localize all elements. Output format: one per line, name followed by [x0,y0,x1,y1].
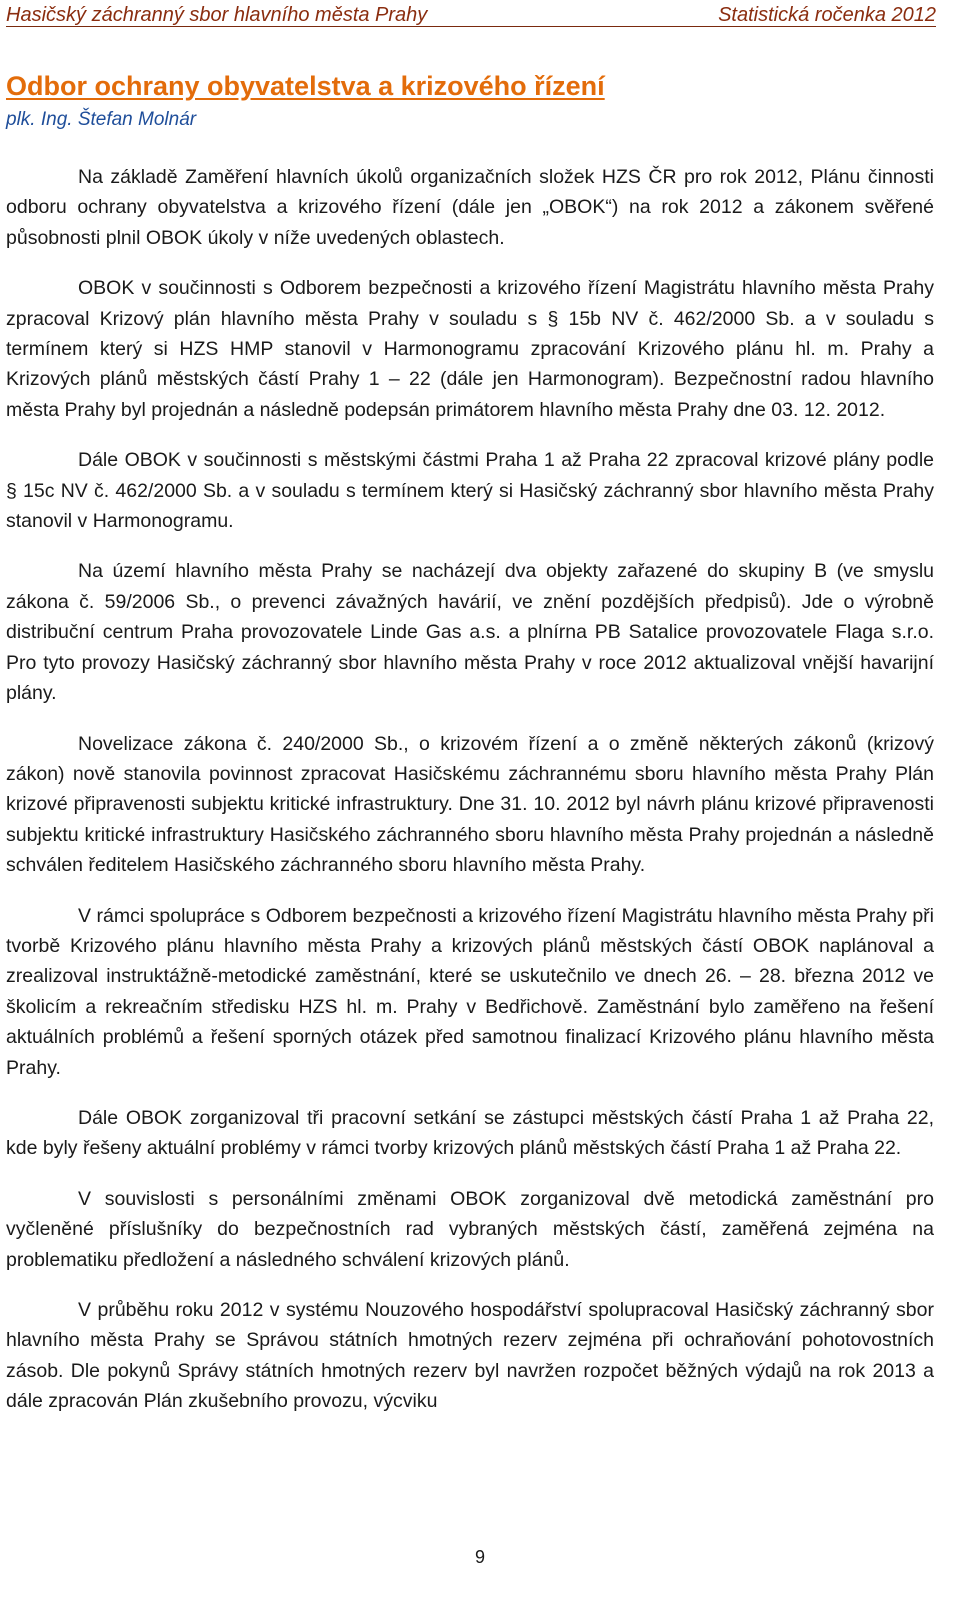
page-number: 9 [474,1547,485,1567]
paragraph-6: V rámci spolupráce s Odborem bezpečnosti a krizového řízení Magistrátu hlavního města Prahy při tvorbě Krizového plánu hlavního města Prahy a krizových plánů městských částí OBOK naplánoval a zrealizoval instruktážně-metodické zaměstnání, které se uskutečnilo ve dnech 26. – 28. března 2012 ve školicím a rekreačním středisku HZS hl. m. Prahy v Bedřichově. Zaměstnání bylo zaměřeno na řešení aktuálních problémů a řešení sporných otázek před samotnou finalizací Krizového plánu hlavního města Prahy. [6,904,934,1079]
paragraph-1: Na základě Zaměření hlavních úkolů organizačních složek HZS ČR pro rok 2012, Plánu činnosti odboru ochrany obyvatelstva a krizového řízení (dále jen „OBOK“) na rok 2012 a zákonem svěřené působnosti plnil OBOK úkoly v níže uvedených oblastech. [6,166,934,249]
section-author: plk. Ing. Štefan Molnár [6,109,197,130]
header-publication: Statistická ročenka 2012 [718,4,936,26]
paragraph-2: OBOK v součinnosti s Odborem bezpečnosti a krizového řízení Magistrátu hlavního města Prahy zpracoval Krizový plán hlavního města Prahy v souladu s § 15b NV č. 462/2000 Sb. a v souladu s termínem který si HZS HMP stanovil v Harmonogramu zpracování Krizového plánu hl. m. Prahy a Krizových plánů městských částí Prahy 1 – 22 (dále jen Harmonogram). Bezpečnostní radou hlavního města Prahy byl projednán a následně podepsán primátorem hlavního města Prahy dne 03. 12. 2012. [6,277,934,421]
paragraph-8: V souvislosti s personálními změnami OBOK zorganizoval dvě metodická zaměstnání pro vyčleněné příslušníky do bezpečnostních rad vybraných městských částí, zaměřená zejména na problematiku předložení a následného schválení krizových plánů. [6,1187,934,1271]
paragraph-7: Dále OBOK zorganizoval tři pracovní setkání se zástupci městských částí Praha 1 až Praha 22, kde byly řešeny aktuální problémy v rámci tvorby krizových plánů městských částí Praha 1 až Praha 22. [6,1106,934,1160]
paragraph-9: V průběhu roku 2012 v systému Nouzového hospodářství spolupracoval Hasičský záchranný sbor hlavního města Prahy se Správou státních hmotných rezerv zejména při ochraňování pohotovostních zásob. Dle pokynů Správy státních hmotných rezerv byl navržen rozpočet běžných výdajů na rok 2013 a dále zpracován Plán zkušebního provozu, výcviku [6,1299,934,1413]
header-organization: Hasičský záchranný sbor hlavního města Prahy [6,4,428,26]
running-header [6,0,936,27]
body-text [6,162,934,1437]
paragraph-5: Novelizace zákona č. 240/2000 Sb., o krizovém řízení a o změně některých zákonů (krizový zákon) nově stanovila povinnost zpracovat Hasičskému záchrannému sboru hlavního města Prahy Plán krizové připravenosti subjektu kritické infrastruktury. Dne 31. 10. 2012 byl návrh plánu krizové připravenosti subjektu kritické infrastruktury Hasičského záchranného sboru hlavního města Prahy projednán a následně schválen ředitelem Hasičského záchranného sboru hlavního města Prahy. [6,732,934,877]
paragraph-4: Na území hlavního města Prahy se nacházejí dva objekty zařazené do skupiny B (ve smyslu zákona č. 59/2006 Sb., o prevenci závažných havárií, ve znění pozdějších předpisů). Jde o výrobně distribuční centrum Praha provozovatele Linde Gas a.s. a plnírna PB Satalice provozovatele Flaga s.r.o. Pro tyto provozy Hasičský záchranný sbor hlavního města Prahy v roce 2012 aktualizoval vnější havarijní plány. [6,560,934,705]
paragraph-3: Dále OBOK v součinnosti s městskými částmi Praha 1 až Praha 22 zpracoval krizové plány podle § 15c NV č. 462/2000 Sb. a v souladu s termínem který si Hasičský záchranný sbor hlavního města Prahy stanovil v Harmonogramu. [6,449,934,533]
section-title: Odbor ochrany obyvatelstva a krizového řízení [6,71,605,101]
